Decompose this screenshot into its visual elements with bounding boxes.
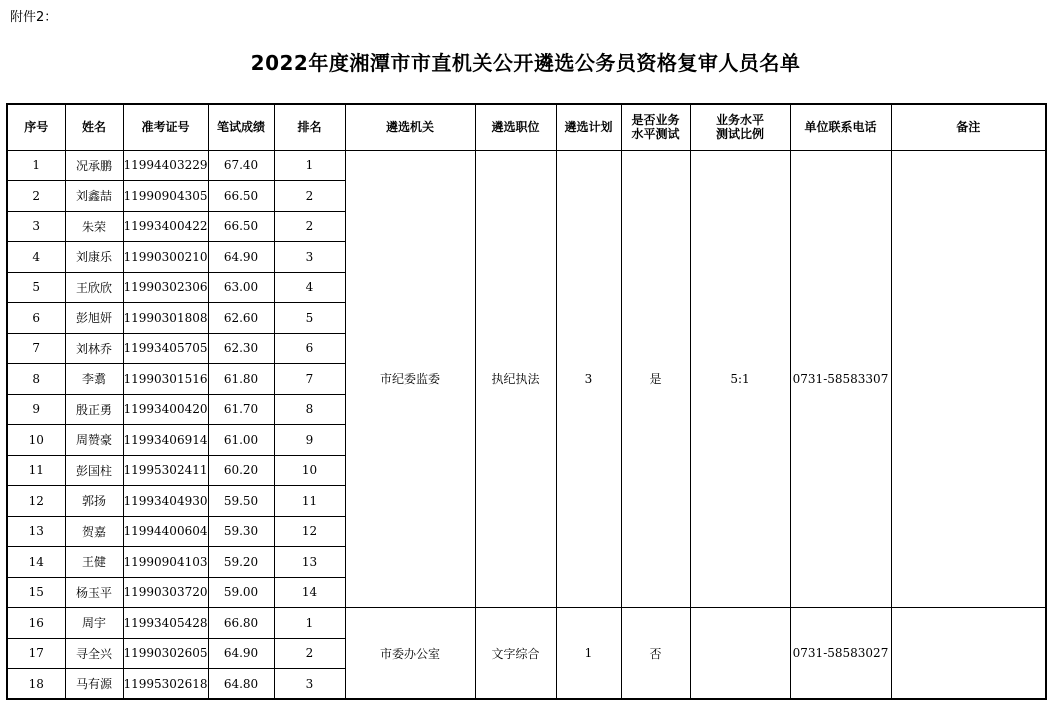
seq-cell: 11 [7,455,65,486]
exam-id-cell: 11993404930 [123,486,208,517]
header-remark: 备注 [891,104,1046,150]
name-cell: 马有源 [65,669,123,700]
table-body [7,150,1046,699]
exam-id-cell: 11994400604 [123,516,208,547]
score-cell: 66.50 [208,181,274,212]
rank-cell: 2 [274,638,345,669]
org-cell: 市委办公室 [345,608,475,700]
score-cell: 60.20 [208,455,274,486]
exam-id-cell: 11993405705 [123,333,208,364]
rank-cell: 6 [274,333,345,364]
remark-cell [891,608,1046,700]
name-cell: 王欣欣 [65,272,123,303]
header-org: 遴选机关 [345,104,475,150]
seq-cell: 6 [7,303,65,334]
exam-id-cell: 11990904305 [123,181,208,212]
seq-cell: 14 [7,547,65,578]
header-ratio [690,104,790,150]
score-cell: 64.80 [208,669,274,700]
name-cell: 杨玉平 [65,577,123,608]
plan-cell: 1 [556,608,621,700]
name-cell: 彭国柱 [65,455,123,486]
name-cell: 贺嘉 [65,516,123,547]
exam-id-cell: 11993405428 [123,608,208,639]
rank-cell: 7 [274,364,345,395]
rank-cell: 1 [274,150,345,181]
position-cell: 执纪执法 [475,150,556,608]
name-cell: 刘林乔 [65,333,123,364]
header-rank: 排名 [274,104,345,150]
name-cell: 刘鑫喆 [65,181,123,212]
rank-cell: 11 [274,486,345,517]
header-exam-id: 准考证号 [123,104,208,150]
seq-cell: 10 [7,425,65,456]
name-cell: 王健 [65,547,123,578]
rank-cell: 13 [274,547,345,578]
seq-cell: 13 [7,516,65,547]
rank-cell: 2 [274,181,345,212]
exam-id-cell: 11990302306 [123,272,208,303]
score-cell: 59.00 [208,577,274,608]
exam-id-cell: 11993400420 [123,394,208,425]
header-seq: 序号 [7,104,65,150]
name-cell: 殷正勇 [65,394,123,425]
seq-cell: 7 [7,333,65,364]
exam-id-cell: 11995302618 [123,669,208,700]
remark-cell [891,150,1046,608]
exam-id-cell: 11990303720 [123,577,208,608]
org-cell: 市纪委监委 [345,150,475,608]
seq-cell: 8 [7,364,65,395]
score-cell: 62.30 [208,333,274,364]
name-cell: 刘康乐 [65,242,123,273]
ratio-cell: 5:1 [690,150,790,608]
exam-id-cell: 11993406914 [123,425,208,456]
rank-cell: 1 [274,608,345,639]
exam-id-cell: 11990301516 [123,364,208,395]
rank-cell: 3 [274,242,345,273]
score-cell: 62.60 [208,303,274,334]
name-cell: 朱荣 [65,211,123,242]
header-plan: 遴选计划 [556,104,621,150]
attachment-label: 附件2： [10,10,58,25]
seq-cell: 15 [7,577,65,608]
score-cell: 67.40 [208,150,274,181]
score-cell: 63.00 [208,272,274,303]
exam-id-cell: 11993400422 [123,211,208,242]
rank-cell: 8 [274,394,345,425]
seq-cell: 17 [7,638,65,669]
score-cell: 59.30 [208,516,274,547]
score-cell: 59.20 [208,547,274,578]
score-cell: 64.90 [208,242,274,273]
score-cell: 64.90 [208,638,274,669]
plan-cell: 3 [556,150,621,608]
exam-id-cell: 11990301808 [123,303,208,334]
seq-cell: 1 [7,150,65,181]
test-cell: 是 [621,150,690,608]
rank-cell: 9 [274,425,345,456]
table-row [7,150,1046,181]
score-cell: 66.80 [208,608,274,639]
exam-id-cell: 11990300210 [123,242,208,273]
seq-cell: 16 [7,608,65,639]
exam-id-cell: 11995302411 [123,455,208,486]
exam-id-cell: 11990904103 [123,547,208,578]
score-cell: 61.00 [208,425,274,456]
phone-cell: 0731-58583027 [790,608,891,700]
name-cell: 况承鹏 [65,150,123,181]
header-test-line1: 是否业务 [631,113,680,128]
rank-cell: 10 [274,455,345,486]
seq-cell: 5 [7,272,65,303]
score-cell: 61.80 [208,364,274,395]
test-cell: 否 [621,608,690,700]
score-cell: 59.50 [208,486,274,517]
header-name: 姓名 [65,104,123,150]
candidate-table [6,103,1047,700]
seq-cell: 3 [7,211,65,242]
rank-cell: 3 [274,669,345,700]
seq-cell: 2 [7,181,65,212]
name-cell: 郭扬 [65,486,123,517]
header-test-line2: 水平测试 [631,127,680,142]
phone-cell: 0731-58583307 [790,150,891,608]
ratio-cell [690,608,790,700]
seq-cell: 18 [7,669,65,700]
name-cell: 寻全兴 [65,638,123,669]
name-cell: 周赞豪 [65,425,123,456]
header-position: 遴选职位 [475,104,556,150]
rank-cell: 4 [274,272,345,303]
page-title: 2022年度湘潭市市直机关公开遴选公务员资格复审人员名单 [250,51,801,75]
seq-cell: 9 [7,394,65,425]
exam-id-cell: 11990302605 [123,638,208,669]
seq-cell: 12 [7,486,65,517]
score-cell: 61.70 [208,394,274,425]
header-phone: 单位联系电话 [790,104,891,150]
seq-cell: 4 [7,242,65,273]
score-cell: 66.50 [208,211,274,242]
rank-cell: 12 [274,516,345,547]
rank-cell: 5 [274,303,345,334]
table-header-row [7,104,1046,150]
header-score: 笔试成绩 [208,104,274,150]
header-test [621,104,690,150]
rank-cell: 14 [274,577,345,608]
exam-id-cell: 11994403229 [123,150,208,181]
name-cell: 李翥 [65,364,123,395]
table-row [7,608,1046,639]
name-cell: 彭旭妍 [65,303,123,334]
rank-cell: 2 [274,211,345,242]
position-cell: 文字综合 [475,608,556,700]
header-ratio-line2: 测试比例 [715,127,764,142]
name-cell: 周宇 [65,608,123,639]
header-ratio-line1: 业务水平 [715,113,764,128]
